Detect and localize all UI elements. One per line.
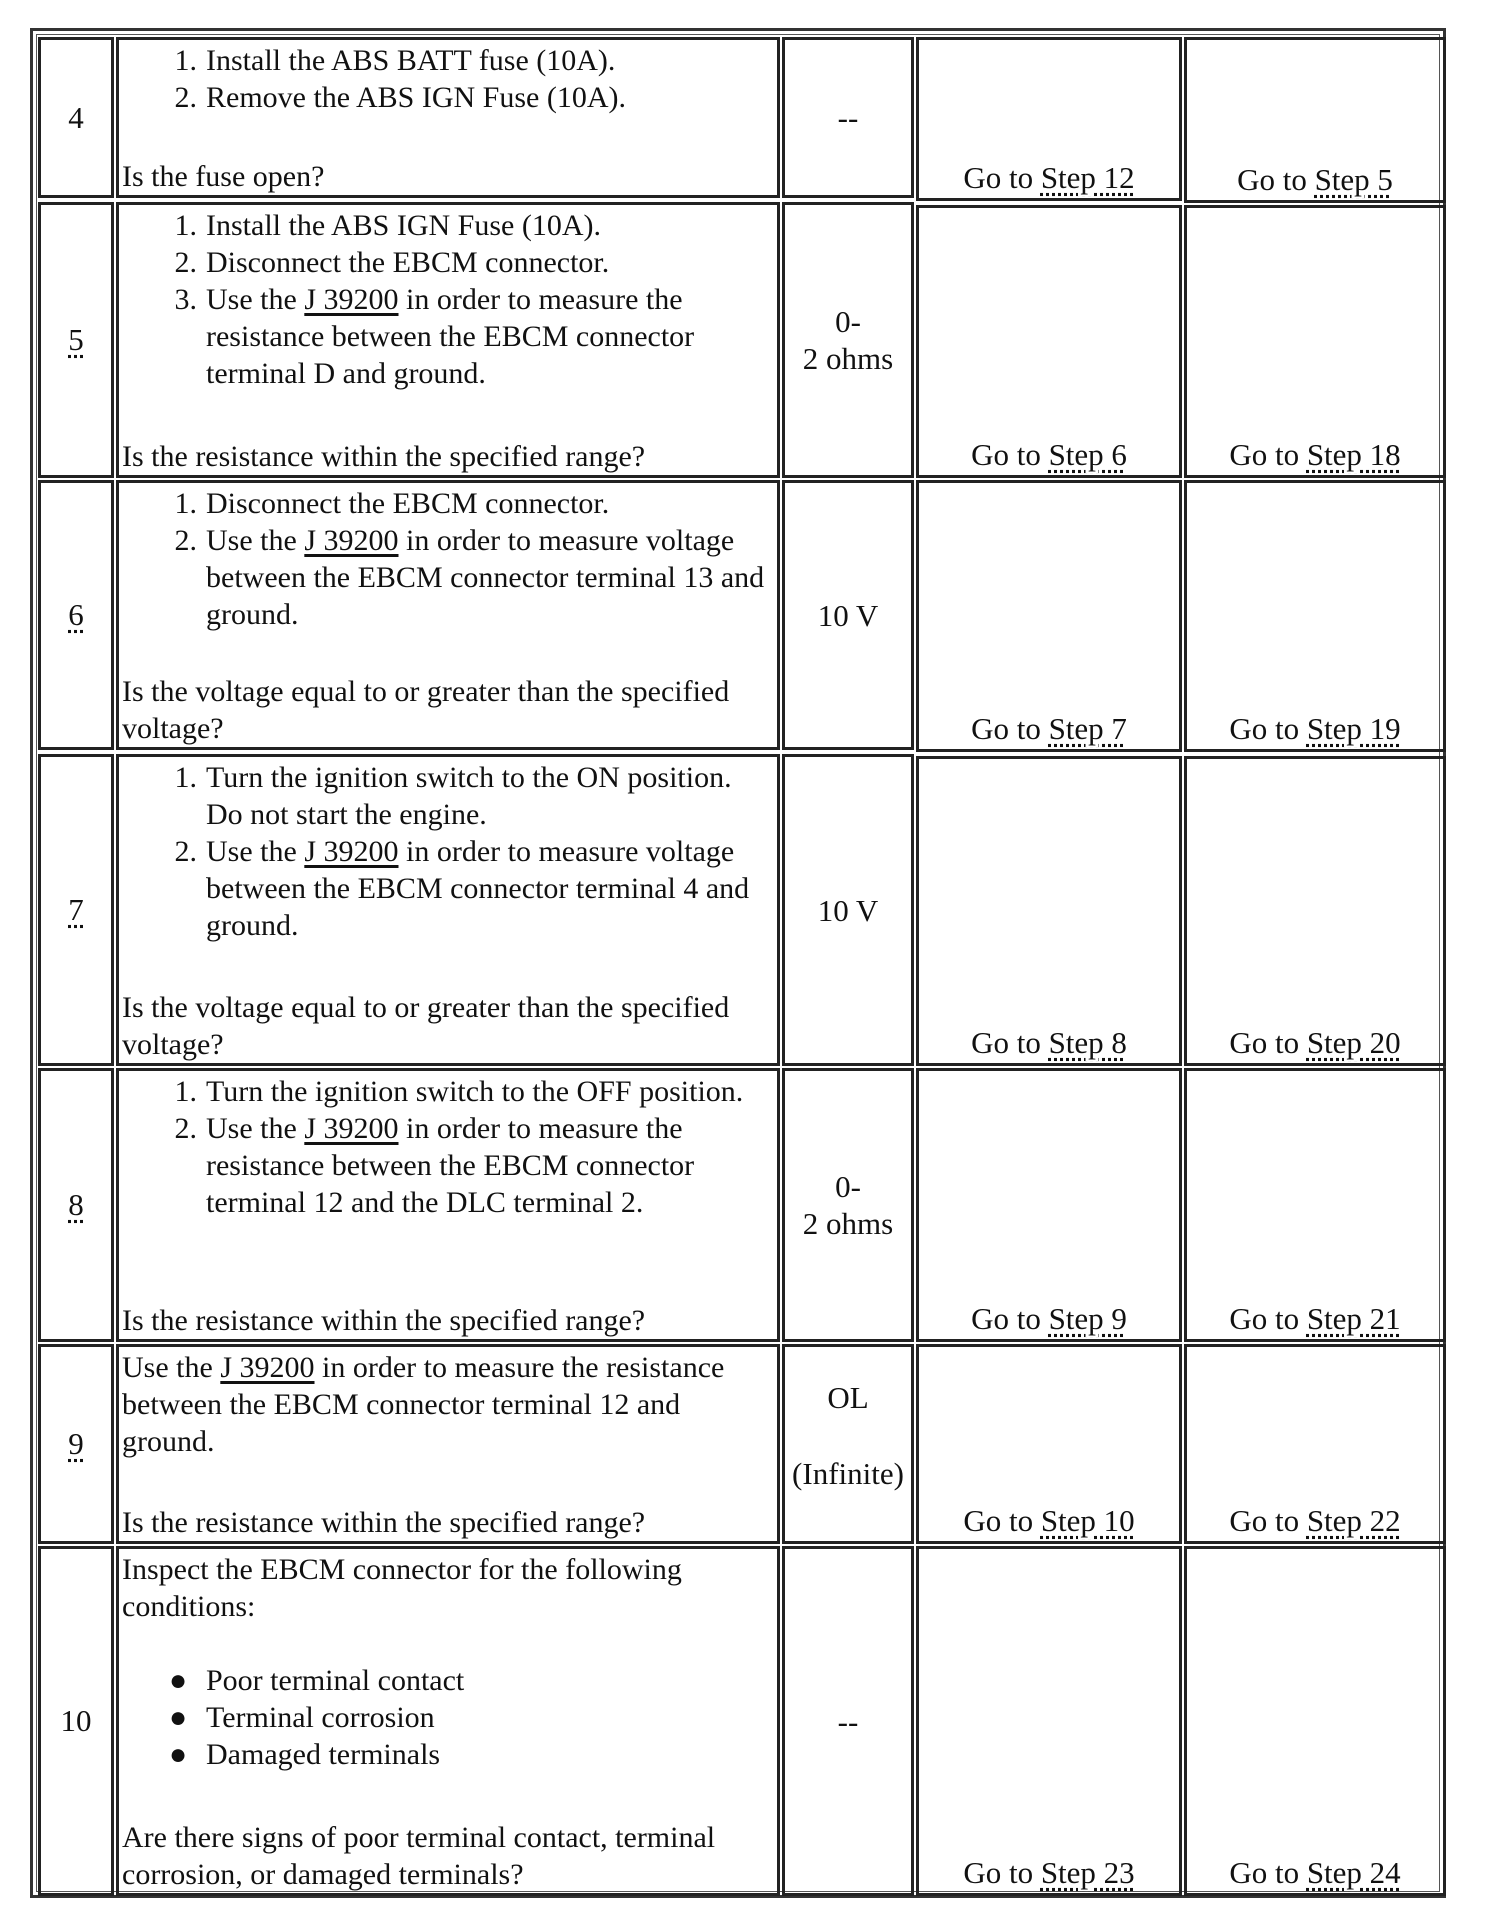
- action-cell: [116, 1068, 780, 1342]
- no-goto: Go to Step 18: [1229, 437, 1401, 472]
- list-item: 1. Install the ABS IGN Fuse (10A).: [174, 209, 601, 242]
- action-list: [122, 207, 771, 392]
- question-text: Is the voltage equal to or greater than the specified voltage?: [122, 991, 730, 1061]
- yes-goto: Go to Step 8: [971, 1025, 1127, 1060]
- step-number-link[interactable]: 5: [68, 322, 84, 357]
- yes-cell: [916, 756, 1182, 1066]
- value-line: 0-: [835, 304, 861, 339]
- step-link[interactable]: Step 22: [1306, 1503, 1401, 1538]
- no-goto: Go to Step 21: [1229, 1301, 1401, 1336]
- step-link[interactable]: Step 5: [1314, 162, 1393, 197]
- yes-cell: [916, 1344, 1182, 1544]
- question-text: Is the resistance within the specified range?: [122, 1506, 646, 1539]
- value-line: 2 ohms: [802, 1206, 894, 1241]
- yes-goto: Go to Step 9: [971, 1301, 1127, 1336]
- action-cell: [116, 754, 780, 1066]
- tool-link[interactable]: J 39200: [304, 835, 399, 868]
- action-cell: [116, 37, 780, 198]
- list-item: 1. Turn the ignition switch to the ON position. Do not start the engine.: [174, 761, 732, 831]
- step-cell: [38, 1344, 114, 1544]
- value-line: (Infinite): [792, 1456, 904, 1491]
- step-cell: [38, 754, 114, 1066]
- yes-goto: Go to Step 7: [971, 711, 1127, 746]
- step-number: 10: [60, 1703, 92, 1738]
- tool-link[interactable]: J 39200: [304, 524, 399, 557]
- value-line: OL: [827, 1380, 869, 1415]
- step-link[interactable]: Step 6: [1048, 437, 1127, 472]
- step-number-link[interactable]: 7: [68, 892, 84, 927]
- yes-cell: [916, 37, 1182, 201]
- no-goto: Go to Step 5: [1237, 162, 1393, 197]
- value-cell: [782, 202, 914, 478]
- no-cell: [1184, 756, 1446, 1066]
- step-number-link[interactable]: 9: [68, 1426, 84, 1461]
- value-cell: [782, 1546, 914, 1896]
- yes-cell: [916, 205, 1182, 478]
- yes-goto: Go to Step 6: [971, 437, 1127, 472]
- tool-link[interactable]: J 39200: [304, 1112, 399, 1145]
- step-link[interactable]: Step 19: [1306, 711, 1401, 746]
- step-link[interactable]: Step 12: [1040, 160, 1135, 195]
- yes-goto: Go to Step 12: [963, 160, 1135, 195]
- action-cell: [116, 480, 780, 750]
- bullet-icon: ●: [169, 1738, 188, 1771]
- action-intro: Inspect the EBCM connector for the following conditions:: [122, 1553, 682, 1623]
- question-text: Is the resistance within the specified range?: [122, 440, 646, 473]
- step-cell: [38, 37, 114, 198]
- value-cell: [782, 1068, 914, 1342]
- bullet-icon: ●: [169, 1701, 188, 1734]
- list-item: ● Terminal corrosion: [169, 1701, 435, 1734]
- step-link[interactable]: Step 18: [1306, 437, 1401, 472]
- no-goto: Go to Step 19: [1229, 711, 1401, 746]
- action-list: [122, 759, 771, 944]
- step-cell: [38, 480, 114, 750]
- no-goto: Go to Step 22: [1229, 1503, 1401, 1538]
- step-link[interactable]: Step 20: [1306, 1025, 1401, 1060]
- step-cell: [38, 1068, 114, 1342]
- question-text: Is the fuse open?: [122, 160, 325, 193]
- value-text: 10 V: [817, 597, 879, 633]
- action-cell: [116, 1546, 780, 1896]
- action-list: [122, 42, 771, 116]
- bullet-icon: ●: [169, 1664, 188, 1697]
- yes-goto: Go to Step 10: [963, 1503, 1135, 1538]
- yes-cell: [916, 1546, 1182, 1896]
- list-item: 1. Disconnect the EBCM connector.: [174, 487, 610, 520]
- value-line: 0-: [835, 1169, 861, 1204]
- step-link[interactable]: Step 10: [1040, 1503, 1135, 1538]
- value-cell: [782, 754, 914, 1066]
- tool-link[interactable]: J 39200: [220, 1351, 315, 1384]
- list-item: 2. Use the J 39200 in order to measure voltage between the EBCM connector terminal 4 and ground.: [174, 835, 750, 942]
- list-item: 1. Install the ABS BATT fuse (10A).: [174, 44, 616, 77]
- step-cell: [38, 1546, 114, 1896]
- no-cell: [1184, 205, 1446, 478]
- question-text: Is the resistance within the specified range?: [122, 1304, 646, 1337]
- no-goto: Go to Step 20: [1229, 1025, 1401, 1060]
- step-link[interactable]: Step 24: [1306, 1855, 1401, 1890]
- question-text: Are there signs of poor terminal contact, terminal corrosion, or damaged terminals?: [122, 1821, 716, 1891]
- no-cell: [1184, 37, 1446, 203]
- yes-cell: [916, 1068, 1182, 1342]
- step-link[interactable]: Step 7: [1048, 711, 1127, 746]
- no-cell: [1184, 1068, 1446, 1342]
- action-paragraph: Use the J 39200 in order to measure the resistance between the EBCM connector terminal 12 and ground.: [122, 1351, 725, 1458]
- list-item: 2. Use the J 39200 in order to measure the resistance between the EBCM connector terminal 12 and the DLC terminal 2.: [174, 1112, 695, 1219]
- question-text: Is the voltage equal to or greater than the specified voltage?: [122, 675, 730, 745]
- step-link[interactable]: Step 9: [1048, 1301, 1127, 1336]
- value-line: 2 ohms: [802, 341, 894, 376]
- step-number: 4: [68, 99, 84, 135]
- step-link[interactable]: Step 8: [1048, 1025, 1127, 1060]
- condition-list: [122, 1662, 771, 1773]
- list-item: 2. Disconnect the EBCM connector.: [174, 246, 610, 279]
- action-cell: [116, 1344, 780, 1544]
- list-item: 2. Use the J 39200 in order to measure voltage between the EBCM connector terminal 13 and ground.: [174, 524, 765, 631]
- action-list: [122, 1073, 771, 1221]
- value-cell: [782, 1344, 914, 1544]
- no-cell: [1184, 1546, 1446, 1896]
- no-cell: [1184, 480, 1446, 752]
- value-text: --: [837, 1703, 859, 1739]
- step-link[interactable]: Step 23: [1040, 1855, 1135, 1890]
- step-link[interactable]: Step 21: [1306, 1301, 1401, 1336]
- list-item: ● Damaged terminals: [169, 1738, 441, 1771]
- no-cell: [1184, 1344, 1446, 1544]
- step-number-link[interactable]: 6: [68, 597, 84, 632]
- list-item: 1. Turn the ignition switch to the OFF position.: [174, 1075, 744, 1108]
- step-number-link[interactable]: 8: [68, 1187, 84, 1222]
- yes-cell: [916, 480, 1182, 752]
- list-item: 2. Remove the ABS IGN Fuse (10A).: [174, 81, 626, 114]
- list-item: 3. Use the J 39200 in order to measure the resistance between the EBCM connector terminal D and ground.: [174, 283, 695, 390]
- no-goto: Go to Step 24: [1229, 1855, 1401, 1890]
- value-cell: [782, 37, 914, 198]
- step-cell: [38, 202, 114, 478]
- value-cell: [782, 480, 914, 750]
- list-item: ● Poor terminal contact: [169, 1664, 465, 1697]
- tool-link[interactable]: J 39200: [304, 283, 399, 316]
- value-text: 10 V: [817, 892, 879, 928]
- action-list: [122, 485, 771, 633]
- yes-goto: Go to Step 23: [963, 1855, 1135, 1890]
- action-cell: [116, 202, 780, 478]
- value-text: --: [837, 100, 859, 135]
